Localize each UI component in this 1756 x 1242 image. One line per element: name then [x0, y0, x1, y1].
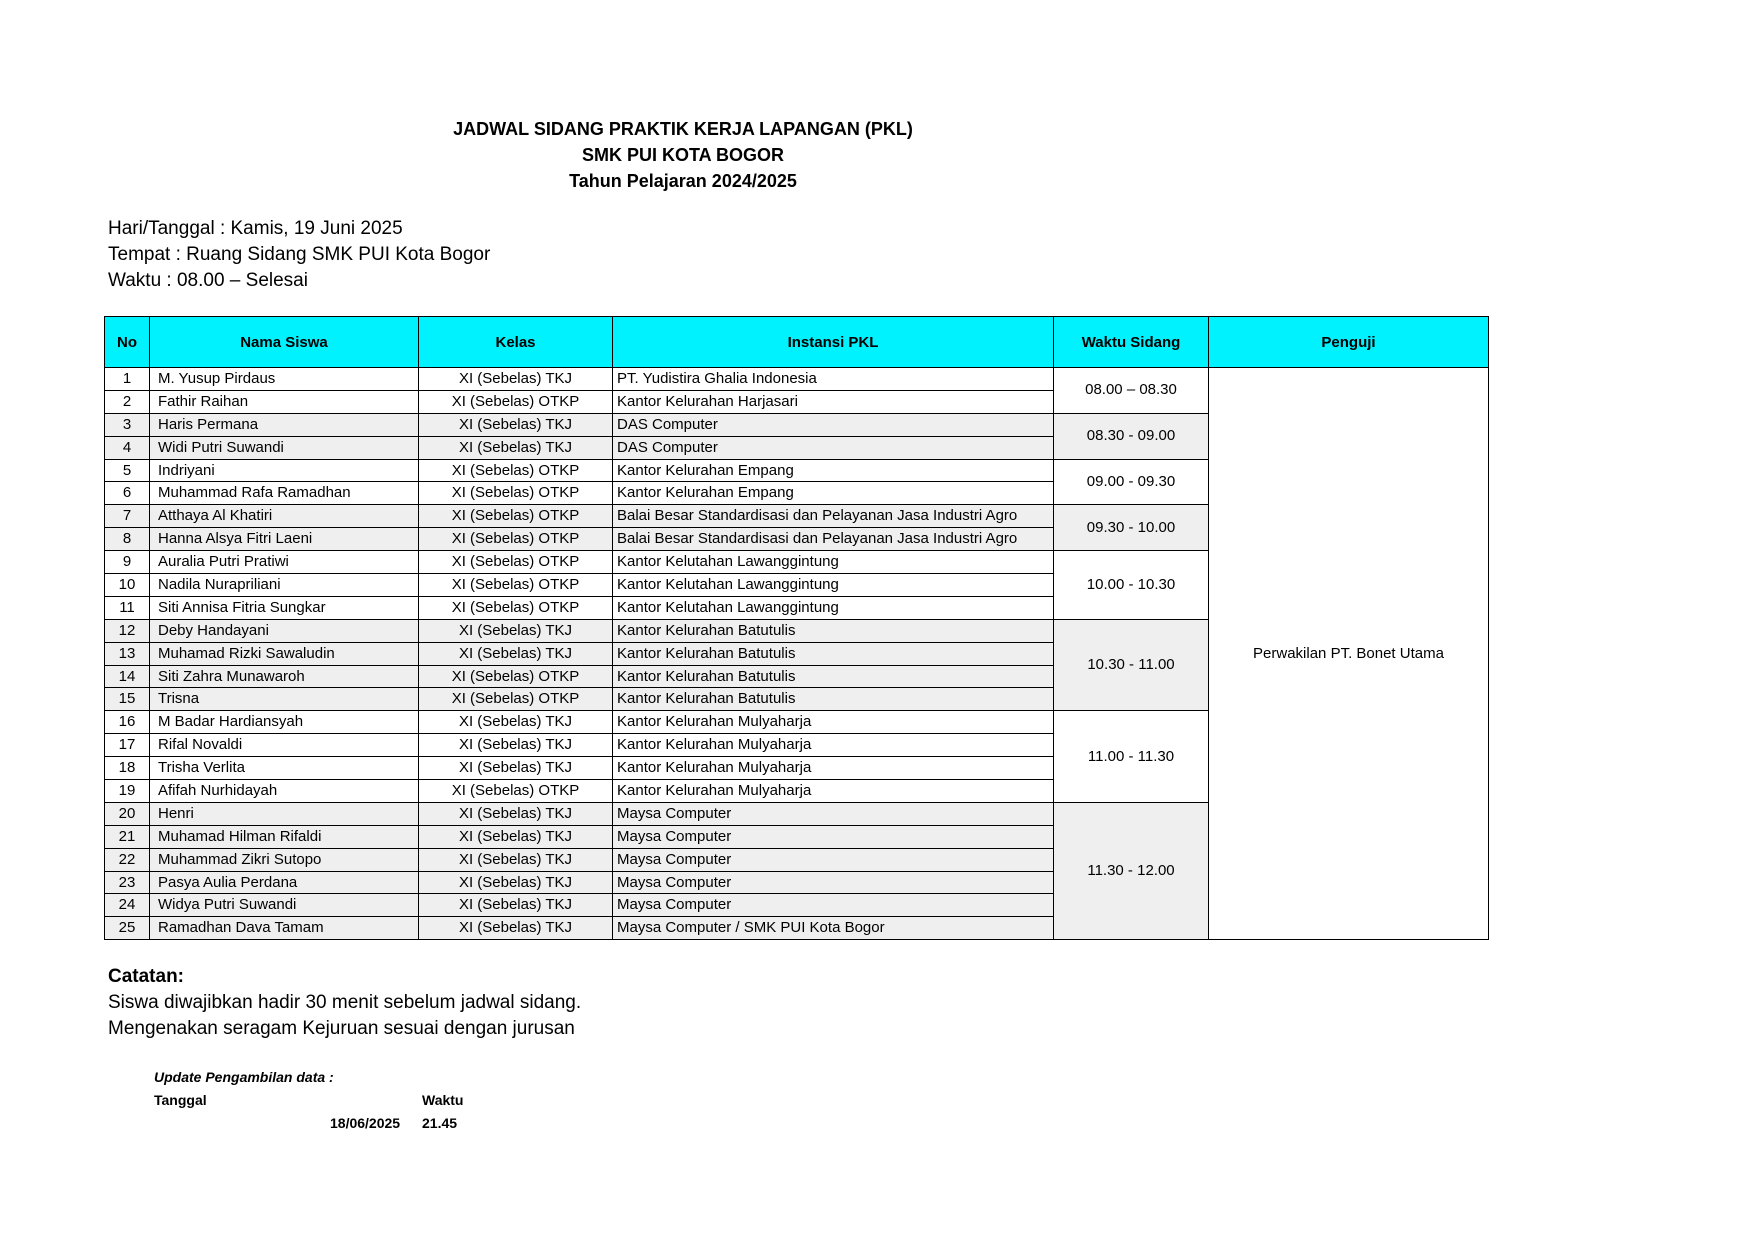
cell-kelas: XI (Sebelas) OTKP [419, 528, 613, 551]
column-header-waktu: Waktu Sidang [1054, 317, 1209, 368]
cell-nama: Trisna [150, 688, 419, 711]
cell-nama: Pasya Aulia Perdana [150, 871, 419, 894]
cell-no: 1 [105, 368, 150, 391]
cell-instansi: Maysa Computer [613, 802, 1054, 825]
cell-instansi: Balai Besar Standardisasi dan Pelayanan Jasa Industri Agro [613, 528, 1054, 551]
column-header-nama: Nama Siswa [150, 317, 419, 368]
title-line-2: SMK PUI KOTA BOGOR [582, 145, 784, 165]
cell-instansi: Kantor Kelurahan Empang [613, 482, 1054, 505]
cell-no: 17 [105, 734, 150, 757]
cell-penguji: Perwakilan PT. Bonet Utama [1209, 368, 1489, 940]
cell-kelas: XI (Sebelas) OTKP [419, 780, 613, 803]
cell-kelas: XI (Sebelas) OTKP [419, 505, 613, 528]
cell-no: 7 [105, 505, 150, 528]
cell-waktu-sidang: 10.30 - 11.00 [1054, 619, 1209, 711]
cell-no: 24 [105, 894, 150, 917]
cell-no: 20 [105, 802, 150, 825]
column-header-no: No [105, 317, 150, 368]
cell-instansi: DAS Computer [613, 436, 1054, 459]
column-header-kelas: Kelas [419, 317, 613, 368]
cell-no: 3 [105, 413, 150, 436]
update-time-value: 21.45 [422, 1115, 458, 1131]
cell-kelas: XI (Sebelas) TKJ [419, 894, 613, 917]
cell-nama: Auralia Putri Pratiwi [150, 551, 419, 574]
cell-kelas: XI (Sebelas) OTKP [419, 665, 613, 688]
cell-nama: Indriyani [150, 459, 419, 482]
cell-waktu-sidang: 08.30 - 09.00 [1054, 413, 1209, 459]
cell-waktu-sidang: 11.00 - 11.30 [1054, 711, 1209, 803]
cell-nama: Siti Annisa Fitria Sungkar [150, 596, 419, 619]
cell-nama: Hanna Alsya Fitri Laeni [150, 528, 419, 551]
cell-no: 12 [105, 619, 150, 642]
table-header-row [105, 317, 1489, 368]
info-place: Tempat : Ruang Sidang SMK PUI Kota Bogor [108, 244, 491, 265]
cell-no: 18 [105, 757, 150, 780]
cell-instansi: Kantor Kelutahan Lawanggintung [613, 596, 1054, 619]
cell-nama: Afifah Nurhidayah [150, 780, 419, 803]
cell-nama: Ramadhan Dava Tamam [150, 917, 419, 940]
cell-nama: Muhammad Zikri Sutopo [150, 848, 419, 871]
title-line-3: Tahun Pelajaran 2024/2025 [569, 171, 797, 191]
cell-instansi: Kantor Kelurahan Mulyaharja [613, 780, 1054, 803]
cell-kelas: XI (Sebelas) TKJ [419, 757, 613, 780]
schedule-info [108, 216, 490, 294]
cell-kelas: XI (Sebelas) TKJ [419, 848, 613, 871]
cell-kelas: XI (Sebelas) TKJ [419, 917, 613, 940]
cell-waktu-sidang: 09.30 - 10.00 [1054, 505, 1209, 551]
cell-instansi: Kantor Kelutahan Lawanggintung [613, 574, 1054, 597]
cell-no: 23 [105, 871, 150, 894]
cell-instansi: Maysa Computer [613, 825, 1054, 848]
cell-waktu-sidang: 10.00 - 10.30 [1054, 551, 1209, 620]
cell-kelas: XI (Sebelas) TKJ [419, 619, 613, 642]
update-info [154, 1066, 464, 1135]
notes-line-2: Mengenakan seragam Kejuruan sesuai dengan jurusan [108, 1018, 575, 1039]
cell-nama: Fathir Raihan [150, 390, 419, 413]
cell-kelas: XI (Sebelas) TKJ [419, 871, 613, 894]
schedule-table [104, 316, 1489, 940]
cell-no: 10 [105, 574, 150, 597]
cell-no: 14 [105, 665, 150, 688]
cell-no: 13 [105, 642, 150, 665]
cell-instansi: Kantor Kelurahan Empang [613, 459, 1054, 482]
update-date-value: 18/06/2025 [330, 1115, 401, 1131]
cell-no: 16 [105, 711, 150, 734]
info-time: Waktu : 08.00 – Selesai [108, 270, 308, 291]
cell-nama: Muhamad Hilman Rifaldi [150, 825, 419, 848]
cell-nama: Haris Permana [150, 413, 419, 436]
document-title [0, 116, 1366, 194]
table-row [105, 368, 1489, 391]
update-date-label: Tanggal [154, 1092, 207, 1108]
cell-instansi: Balai Besar Standardisasi dan Pelayanan Jasa Industri Agro [613, 505, 1054, 528]
update-title: Update Pengambilan data : [154, 1069, 334, 1085]
cell-kelas: XI (Sebelas) OTKP [419, 596, 613, 619]
cell-kelas: XI (Sebelas) OTKP [419, 574, 613, 597]
info-date: Hari/Tanggal : Kamis, 19 Juni 2025 [108, 218, 403, 239]
cell-no: 22 [105, 848, 150, 871]
cell-instansi: Kantor Kelurahan Batutulis [613, 665, 1054, 688]
cell-kelas: XI (Sebelas) OTKP [419, 482, 613, 505]
cell-instansi: Kantor Kelurahan Batutulis [613, 688, 1054, 711]
cell-nama: Widya Putri Suwandi [150, 894, 419, 917]
cell-nama: Henri [150, 802, 419, 825]
column-header-penguji: Penguji [1209, 317, 1489, 368]
cell-no: 9 [105, 551, 150, 574]
cell-waktu-sidang: 11.30 - 12.00 [1054, 802, 1209, 939]
cell-kelas: XI (Sebelas) TKJ [419, 711, 613, 734]
cell-nama: Trisha Verlita [150, 757, 419, 780]
cell-instansi: DAS Computer [613, 413, 1054, 436]
cell-no: 11 [105, 596, 150, 619]
title-line-1: JADWAL SIDANG PRAKTIK KERJA LAPANGAN (PKL) [453, 119, 913, 139]
cell-kelas: XI (Sebelas) OTKP [419, 459, 613, 482]
cell-kelas: XI (Sebelas) TKJ [419, 802, 613, 825]
cell-kelas: XI (Sebelas) TKJ [419, 413, 613, 436]
cell-nama: Nadila Nurapriliani [150, 574, 419, 597]
cell-instansi: Kantor Kelurahan Harjasari [613, 390, 1054, 413]
column-header-instansi: Instansi PKL [613, 317, 1054, 368]
cell-nama: Muhamad Rizki Sawaludin [150, 642, 419, 665]
notes [108, 964, 581, 1042]
cell-kelas: XI (Sebelas) OTKP [419, 551, 613, 574]
cell-waktu-sidang: 09.00 - 09.30 [1054, 459, 1209, 505]
cell-no: 15 [105, 688, 150, 711]
cell-instansi: Maysa Computer [613, 871, 1054, 894]
cell-no: 21 [105, 825, 150, 848]
cell-nama: Siti Zahra Munawaroh [150, 665, 419, 688]
cell-nama: Widi Putri Suwandi [150, 436, 419, 459]
cell-no: 8 [105, 528, 150, 551]
cell-no: 19 [105, 780, 150, 803]
cell-instansi: Kantor Kelurahan Batutulis [613, 619, 1054, 642]
cell-nama: Muhammad Rafa Ramadhan [150, 482, 419, 505]
cell-instansi: Kantor Kelutahan Lawanggintung [613, 551, 1054, 574]
cell-instansi: Kantor Kelurahan Batutulis [613, 642, 1054, 665]
cell-instansi: Kantor Kelurahan Mulyaharja [613, 757, 1054, 780]
cell-instansi: Kantor Kelurahan Mulyaharja [613, 734, 1054, 757]
table-body [105, 368, 1489, 940]
update-time-label: Waktu [422, 1092, 464, 1108]
cell-instansi: Maysa Computer [613, 894, 1054, 917]
cell-no: 4 [105, 436, 150, 459]
cell-no: 2 [105, 390, 150, 413]
cell-kelas: XI (Sebelas) TKJ [419, 642, 613, 665]
cell-nama: M. Yusup Pirdaus [150, 368, 419, 391]
cell-nama: Atthaya Al Khatiri [150, 505, 419, 528]
cell-nama: M Badar Hardiansyah [150, 711, 419, 734]
cell-kelas: XI (Sebelas) OTKP [419, 688, 613, 711]
cell-instansi: PT. Yudistira Ghalia Indonesia [613, 368, 1054, 391]
cell-kelas: XI (Sebelas) TKJ [419, 734, 613, 757]
cell-no: 5 [105, 459, 150, 482]
cell-instansi: Maysa Computer [613, 848, 1054, 871]
cell-nama: Deby Handayani [150, 619, 419, 642]
cell-no: 25 [105, 917, 150, 940]
notes-title: Catatan: [108, 966, 185, 987]
cell-nama: Rifal Novaldi [150, 734, 419, 757]
cell-kelas: XI (Sebelas) TKJ [419, 368, 613, 391]
notes-line-1: Siswa diwajibkan hadir 30 menit sebelum jadwal sidang. [108, 992, 582, 1013]
cell-waktu-sidang: 08.00 – 08.30 [1054, 368, 1209, 414]
cell-kelas: XI (Sebelas) TKJ [419, 436, 613, 459]
cell-no: 6 [105, 482, 150, 505]
cell-kelas: XI (Sebelas) TKJ [419, 825, 613, 848]
cell-instansi: Kantor Kelurahan Mulyaharja [613, 711, 1054, 734]
cell-kelas: XI (Sebelas) OTKP [419, 390, 613, 413]
cell-instansi: Maysa Computer / SMK PUI Kota Bogor [613, 917, 1054, 940]
